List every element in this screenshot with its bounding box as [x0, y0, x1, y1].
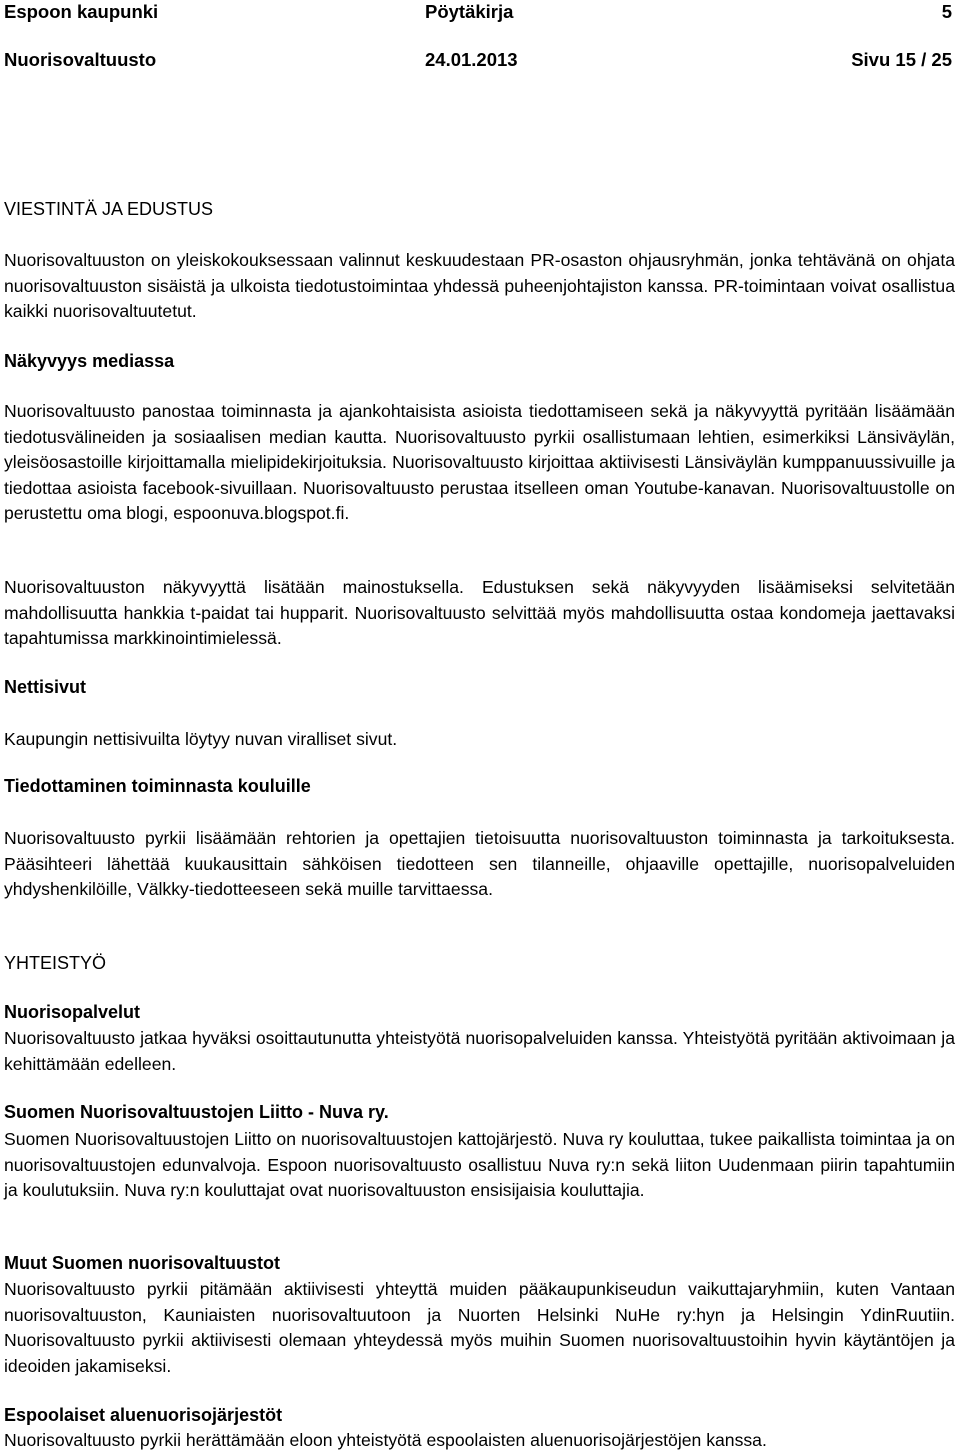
- paragraph-nuva-ry: Suomen Nuorisovaltuustojen Liitto on nuorisovaltuustojen kattojärjestö. Nuva ry kouluttaa, tukee paikallista toimintaa ja on nuorisovaltuustojen edunvalvoja. Espoon nuorisovaltuusto osallistuu Nuva ry:n sekä liiton Uudenmaan piirin tapahtumiin ja koulutuksiin. Nuva ry:n kouluttajat ovat nuorisovaltuuston ensisijaisia kouluttajia.: [4, 1129, 955, 1200]
- heading-nettisivut: Nettisivut: [4, 677, 87, 697]
- heading-nakyvyys-mediassa: Näkyvyys mediassa: [4, 351, 175, 371]
- document-header-bottom: [4, 48, 954, 72]
- heading-tiedottaminen: Tiedottaminen toiminnasta kouluille: [4, 776, 311, 796]
- paragraph-muut-nuorisovaltuustot: Nuorisovaltuusto pyrkii pitämään aktiivisesti yhteyttä muiden pääkaupunkiseudun vaikuttajaryhmiin, kuten Vantaan nuorisovaltuuston, Kauniaisten nuorisovaltuutoon ja Nuorten Helsinki NuHe ry:hyn ja Helsingin YdinRuutiin. Nuorisovaltuusto pyrkii aktiivisesti olemaan yhteydessä myös muihin Suomen nuorisovaltuustoihin hyvin käytäntöjen ja ideoiden jakamiseksi.: [4, 1279, 955, 1376]
- paragraph-viestinta-intro: Nuorisovaltuuston on yleiskokouksessaan valinnut keskuudestaan PR-osaston ohjausryhmän, jonka tehtävänä on ohjata nuorisovaltuuston sisäistä ja ulkoista tiedotustoimintaa yhdessä puheenjohtajiston kanssa. PR-toimintaan voivat osallistua kaikki nuorisovaltuutetut.: [4, 250, 955, 321]
- paragraph-tiedottaminen: Nuorisovaltuusto pyrkii lisäämään rehtorien ja opettajien tietoisuutta nuorisovaltuuston toiminnasta ja tarkoituksesta. Pääsihteeri lähettää kuukausittain sähköisen tiedotteen sen tilanneille, ohjaaville opettajille, nuorisopalveluiden yhdyshenkilöille, Välkky-tiedotteeseen sekä muille tarvittaessa.: [4, 828, 955, 899]
- paragraph-espoolaiset-jarjestot: Nuorisovaltuusto pyrkii herättämään eloon yhteistyötä espoolaisten aluenuorisojärjestöjen kanssa.: [4, 1430, 767, 1450]
- header-page-number: Sivu 15 / 25: [851, 49, 952, 70]
- heading-espoolaiset-jarjestot: Espoolaiset aluenuorisojärjestöt: [4, 1405, 283, 1425]
- heading-muut-nuorisovaltuustot: Muut Suomen nuorisovaltuustot: [4, 1253, 280, 1273]
- heading-nuva-ry: Suomen Nuorisovaltuustojen Liitto - Nuva ry.: [4, 1102, 389, 1122]
- heading-nuorisopalvelut: Nuorisopalvelut: [4, 1002, 141, 1022]
- header-organization: Espoon kaupunki: [4, 1, 159, 22]
- paragraph-nuorisopalvelut: Nuorisovaltuusto jatkaa hyväksi osoittautunutta yhteistyötä nuorisopalveluiden kanssa. Yhteistyötä pyritään aktivoimaan ja kehittämään edelleen.: [4, 1028, 955, 1074]
- header-section-number: 5: [941, 1, 952, 22]
- section-title-yhteistyo: YHTEISTYÖ: [4, 953, 107, 973]
- document-header-top: [4, 0, 954, 24]
- paragraph-nakyvyys-1: Nuorisovaltuusto panostaa toiminnasta ja ajankohtaisista asioista tiedottamiseen sekä ja näkyvyyttä pyritään lisäämään tiedotusvälineiden ja sosiaalisen median kautta. Nuorisovaltuusto pyrkii osallistumaan lehtien, esimerkiksi Länsiväylän, yleisöosastoille kirjoittamalla mielipidekirjoituksia. Nuorisovaltuusto kirjoittaa aktiivisesti Länsiväylän kumppanuussivuille ja tiedottaa asioista facebook-sivuillaan. Nuorisovaltuusto perustaa itselleen oman Youtube-kanavan. Nuorisovaltuustolle on perustettu oma blogi, espoonuva.blogspot.fi.: [4, 401, 955, 523]
- header-date: 24.01.2013: [425, 49, 518, 70]
- header-body-name: Nuorisovaltuusto: [4, 49, 157, 70]
- section-title-viestinta: VIESTINTÄ JA EDUSTUS: [4, 199, 214, 219]
- paragraph-nakyvyys-2: Nuorisovaltuuston näkyvyyttä lisätään mainostuksella. Edustuksen sekä näkyvyyden lisäämiseksi selvitetään mahdollisuutta hankkia t-paidat tai hupparit. Nuorisovaltuusto selvittää myös mahdollisuutta ostaa kondomeja jaettavaksi tapahtumissa markkinointimielessä.: [4, 577, 955, 648]
- paragraph-nettisivut: Kaupungin nettisivuilta löytyy nuvan viralliset sivut.: [4, 729, 398, 749]
- header-document-type: Pöytäkirja: [425, 1, 514, 22]
